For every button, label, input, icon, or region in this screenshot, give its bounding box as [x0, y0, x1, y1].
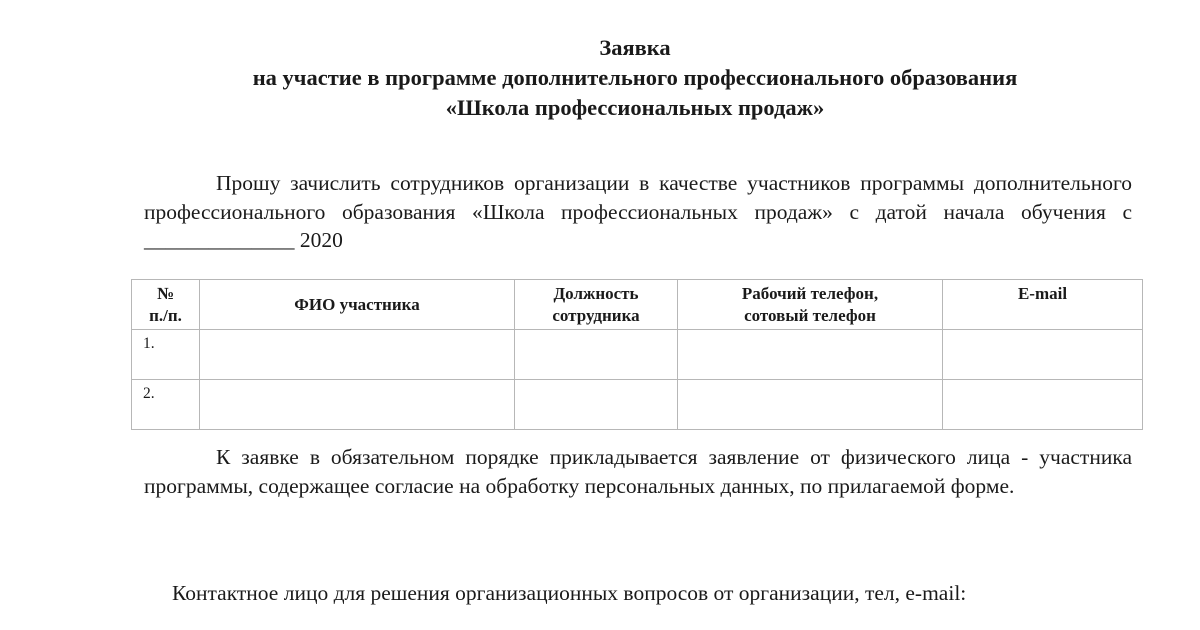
header-number-line-2: п./п.	[149, 306, 182, 325]
header-email	[943, 280, 1143, 330]
phone-cell[interactable]	[678, 330, 943, 380]
header-fio-label: ФИО участника	[294, 294, 420, 314]
row-number-cell: 1.	[132, 330, 200, 380]
attachment-paragraph: К заявке в обязательном порядке прикладывается заявление от физического лица - участника программы, содержащее согласие на обработку персональных данных, по прилагаемой форме.	[144, 445, 1132, 498]
header-phone	[678, 280, 943, 330]
header-phone-line-2: сотовый телефон	[744, 306, 876, 325]
header-number	[132, 280, 200, 330]
title-line-3: «Школа профессиональных продаж»	[445, 95, 825, 120]
participants-table	[131, 279, 1143, 430]
table-row	[132, 380, 1143, 430]
table-row	[132, 330, 1143, 380]
table-header-row	[132, 280, 1143, 330]
position-cell[interactable]	[515, 380, 678, 430]
title-line-2: на участие в программе дополнительного профессионального образования	[252, 65, 1018, 90]
email-cell[interactable]	[943, 330, 1143, 380]
title-line-1: Заявка	[599, 35, 671, 60]
position-cell[interactable]	[515, 330, 678, 380]
header-position	[515, 280, 678, 330]
header-number-line-1: №	[156, 284, 175, 303]
fio-cell[interactable]	[200, 330, 515, 380]
header-fio	[200, 280, 515, 330]
fio-cell[interactable]	[200, 380, 515, 430]
phone-cell[interactable]	[678, 380, 943, 430]
header-position-line-1: Должность	[553, 284, 639, 303]
contact-line: Контактное лицо для решения организационных вопросов от организации, тел, e-mail:	[172, 581, 967, 605]
request-paragraph: Прошу зачислить сотрудников организации в качестве участников программы дополнительного профессионального образования «Школа профессиональных продаж» с датой начала обучения с ______________ 2020	[144, 171, 1132, 252]
row-number-cell: 2.	[132, 380, 200, 430]
header-position-line-2: сотрудника	[552, 306, 640, 325]
email-cell[interactable]	[943, 380, 1143, 430]
document-title	[130, 33, 1140, 123]
header-phone-line-1: Рабочий телефон,	[741, 284, 879, 303]
header-email-label: E-mail	[1017, 284, 1068, 303]
